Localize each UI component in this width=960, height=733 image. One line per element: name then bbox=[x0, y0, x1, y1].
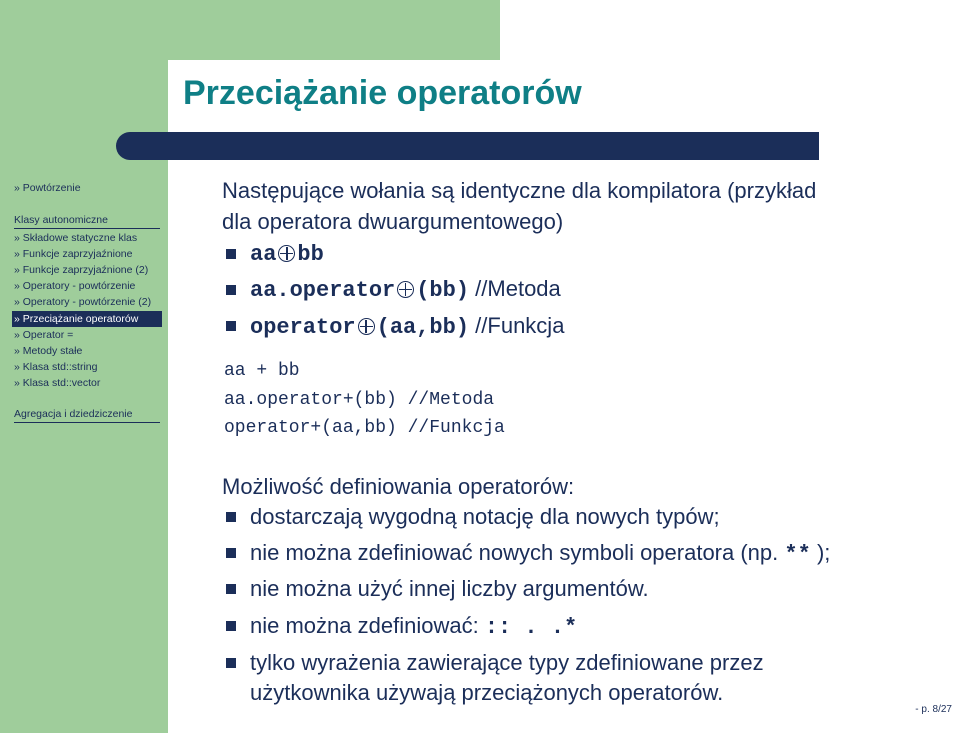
nav-item-funkcje-zaprzyjaznione-2[interactable]: » Funkcje zaprzyjaźnione (2) bbox=[14, 264, 149, 276]
top-green-band bbox=[0, 0, 500, 60]
code-line-2: aa.operator+(bb) //Metoda bbox=[224, 390, 495, 410]
oplus-icon bbox=[278, 245, 295, 262]
example-binary-op: aa bb bbox=[250, 242, 324, 267]
nav-item-klasa-vector[interactable]: » Klasa std::vector bbox=[14, 377, 101, 389]
sidebar-background bbox=[0, 60, 168, 733]
point-5-line-2: użytkownika używają przeciążonych operatorów. bbox=[250, 680, 724, 705]
nav-item-przeciazanie-operatorow-active[interactable]: » Przeciążanie operatorów bbox=[12, 311, 162, 327]
nav-item-operatory-powtorzenie-2[interactable]: » Operatory - powtórzenie (2) bbox=[14, 296, 152, 308]
nav-item-metody-stale[interactable]: » Metody stałe bbox=[14, 345, 83, 357]
nav-section-agregacja[interactable]: Agregacja i dziedziczenie bbox=[14, 408, 160, 423]
page-number: - p. 8/27 bbox=[915, 704, 952, 715]
page-title: Przeciążanie operatorów bbox=[183, 74, 582, 112]
intro-line-2: dla operatora dwuargumentowego) bbox=[222, 209, 564, 234]
nav-item-klasa-string[interactable]: » Klasa std::string bbox=[14, 361, 98, 373]
bullet-icon bbox=[226, 658, 236, 668]
title-underline-bar bbox=[116, 132, 819, 160]
point-2: nie można zdefiniować nowych symboli operatora (np. ** ); bbox=[250, 540, 831, 567]
point-5-line-1: tylko wyrażenia zawierające typy zdefiniowane przez bbox=[250, 650, 764, 675]
bullet-icon bbox=[226, 249, 236, 259]
possibility-heading: Możliwość definiowania operatorów: bbox=[222, 474, 575, 499]
nav-item-funkcje-zaprzyjaznione[interactable]: » Funkcje zaprzyjaźnione bbox=[14, 248, 133, 260]
nav-item-powtorzenie[interactable]: » Powtórzenie bbox=[14, 182, 81, 194]
point-4: nie można zdefiniować: :: . .* bbox=[250, 613, 578, 640]
point-1: dostarczają wygodną notację dla nowych typów; bbox=[250, 504, 720, 529]
bullet-icon bbox=[226, 512, 236, 522]
bullet-icon bbox=[226, 621, 236, 631]
bullet-icon bbox=[226, 285, 236, 295]
nav-item-skladowe-statyczne[interactable]: » Składowe statyczne klas bbox=[14, 232, 138, 244]
example-function-call: operator (aa,bb) //Funkcja bbox=[250, 313, 565, 340]
example-method-call: aa.operator (bb) //Metoda bbox=[250, 276, 561, 303]
nav-item-operatory-powtorzenie[interactable]: » Operatory - powtórzenie bbox=[14, 280, 136, 292]
oplus-icon bbox=[397, 281, 414, 298]
bullet-icon bbox=[226, 584, 236, 594]
code-line-3: operator+(aa,bb) //Funkcja bbox=[224, 418, 505, 438]
code-line-1: aa + bb bbox=[224, 361, 300, 381]
nav-section-klasy-autonomiczne[interactable]: Klasy autonomiczne bbox=[14, 214, 160, 229]
bullet-icon bbox=[226, 548, 236, 558]
nav-item-operator-assign[interactable]: » Operator = bbox=[14, 329, 74, 341]
point-3: nie można użyć innej liczby argumentów. bbox=[250, 576, 649, 601]
oplus-icon bbox=[358, 318, 375, 335]
intro-line-1: Następujące wołania są identyczne dla kompilatora (przykład bbox=[222, 178, 817, 203]
bullet-icon bbox=[226, 321, 236, 331]
